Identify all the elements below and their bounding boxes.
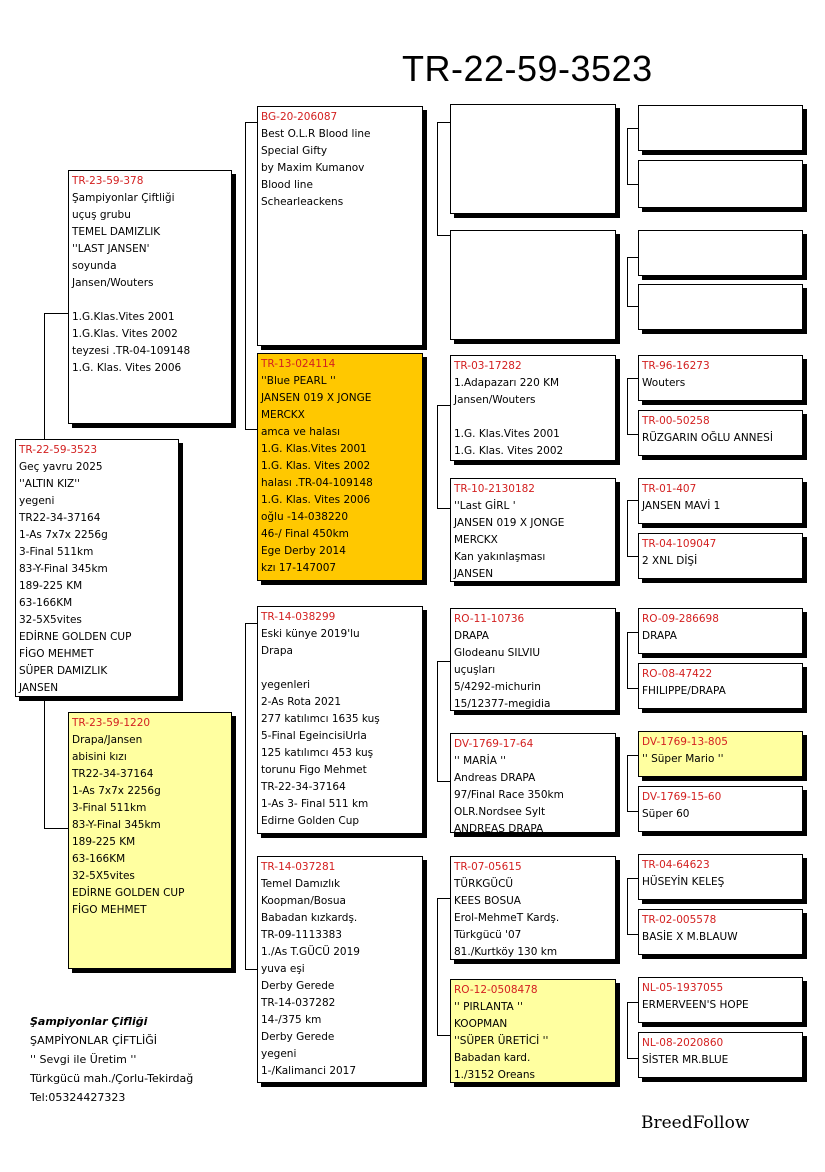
ring-number: TR-00-50258 bbox=[642, 415, 710, 427]
info-line: MERCKX bbox=[261, 409, 305, 421]
info-line: 1-As 3- Final 511 km bbox=[261, 798, 369, 810]
info-line: 3-Final 511km bbox=[72, 802, 147, 814]
info-line: '' PIRLANTA '' bbox=[454, 1001, 523, 1013]
info-line: yegeni bbox=[261, 1048, 297, 1060]
info-line: Blood line bbox=[261, 179, 313, 191]
farm-name-signature: Şampiyonlar Çifliği bbox=[30, 1015, 148, 1028]
info-line: TR-09-1113383 bbox=[261, 929, 342, 941]
ring-number: TR-04-109047 bbox=[642, 538, 717, 550]
info-line: uçuşları bbox=[454, 664, 496, 676]
gen4-card-5 bbox=[638, 355, 803, 401]
info-line: Kan yakınlaşması bbox=[454, 551, 546, 563]
info-line bbox=[72, 292, 228, 309]
ring-number: TR-13-024114 bbox=[261, 358, 336, 370]
info-line bbox=[454, 409, 612, 426]
info-line: FİGO MEHMET bbox=[19, 648, 94, 660]
info-line: oğlu -14-038220 bbox=[261, 511, 349, 523]
info-line: Derby Gerede bbox=[261, 980, 335, 992]
farm-name: ŞAMPİYONLAR ÇİFTLİĞİ bbox=[30, 1034, 158, 1047]
info-line: Ege Derby 2014 bbox=[261, 545, 346, 557]
info-line: 1.G.Klas. Vites 2002 bbox=[72, 328, 178, 340]
dsd-card bbox=[450, 733, 616, 833]
info-line: 1.G.Klas.Vites 2001 bbox=[72, 311, 175, 323]
info-line: 189-225 KM bbox=[19, 580, 83, 592]
ring-number: RO-12-0508478 bbox=[454, 984, 538, 996]
dds-card bbox=[450, 856, 616, 960]
info-line: 1-As 7x7x 2256g bbox=[72, 785, 161, 797]
info-line: Jansen/Wouters bbox=[72, 277, 154, 289]
info-line: '' Süper Mario '' bbox=[642, 753, 724, 765]
info-line: DRAPA bbox=[454, 630, 489, 642]
ring-number: TR-14-038299 bbox=[261, 611, 336, 623]
page-title: TR-22-59-3523 bbox=[402, 48, 653, 89]
info-line: MERCKX bbox=[454, 534, 498, 546]
info-line: 83-Y-Final 345km bbox=[72, 819, 161, 831]
info-line: 5/4292-michurin bbox=[454, 681, 541, 693]
farm-phone: Tel:05324427323 bbox=[30, 1091, 126, 1104]
ring-number: NL-08-2020860 bbox=[642, 1037, 724, 1049]
info-line: Special Gifty bbox=[261, 145, 328, 157]
ssd-card bbox=[450, 230, 616, 340]
info-line: 81./Kurtköy 130 km bbox=[454, 946, 558, 958]
info-line: ''ALTIN KIZ'' bbox=[19, 478, 81, 490]
gen4-card-2 bbox=[638, 160, 803, 208]
sire-card bbox=[68, 170, 232, 424]
info-line: 5-Final EgeincisiUrla bbox=[261, 730, 367, 742]
info-line: 3-Final 511km bbox=[19, 546, 94, 558]
ring-number: TR-10-2130182 bbox=[454, 483, 535, 495]
info-line: 46-/ Final 450km bbox=[261, 528, 349, 540]
gen4-card-15 bbox=[638, 977, 803, 1023]
info-line: Derby Gerede bbox=[261, 1031, 335, 1043]
info-line: Koopman/Bosua bbox=[261, 895, 346, 907]
info-line: 2 XNL DİŞİ bbox=[642, 555, 698, 567]
info-line: by Maxim Kumanov bbox=[261, 162, 365, 174]
info-line: JANSEN 019 X JONGE bbox=[454, 517, 565, 529]
dss-card bbox=[450, 608, 616, 711]
farm-address: Türkgücü mah./Çorlu-Tekirdağ bbox=[30, 1072, 194, 1085]
info-line: Best O.L.R Blood line bbox=[261, 128, 371, 140]
info-line: 63-166KM bbox=[72, 853, 126, 865]
info-line: 1.G. Klas. Vites 2002 bbox=[261, 460, 371, 472]
info-line: kzı 17-147007 bbox=[261, 562, 337, 574]
ring-number: TR-23-59-378 bbox=[72, 175, 144, 187]
ring-number: TR-14-037281 bbox=[261, 861, 336, 873]
dam-dam-card bbox=[257, 856, 423, 1083]
info-line: 1.G. Klas. Vites 2002 bbox=[454, 445, 564, 457]
ring-number: TR-03-17282 bbox=[454, 360, 522, 372]
info-line: ''Last GİRL ' bbox=[454, 500, 516, 512]
info-line: 97/Final Race 350km bbox=[454, 789, 564, 801]
info-line: Drapa/Jansen bbox=[72, 734, 143, 746]
ring-number: TR-07-05615 bbox=[454, 861, 522, 873]
info-line: ANDREAS DRAPA bbox=[454, 823, 544, 833]
info-line: 2-As Rota 2021 bbox=[261, 696, 342, 708]
info-line: Geç yavru 2025 bbox=[19, 461, 103, 473]
farm-slogan: '' Sevgi ile Üretim '' bbox=[30, 1053, 137, 1066]
info-line: TEMEL DAMIZLIK bbox=[72, 226, 161, 238]
info-line: RÜZGARIN OĞLU ANNESİ bbox=[642, 432, 773, 444]
info-line: JANSEN MAVİ 1 bbox=[642, 500, 721, 512]
info-line: Wouters bbox=[642, 377, 686, 389]
farm-info bbox=[30, 1012, 193, 1107]
ring-number: TR-23-59-1220 bbox=[72, 717, 151, 729]
info-line: JANSEN bbox=[19, 682, 59, 694]
info-line: 32-5X5vites bbox=[19, 614, 82, 626]
info-line: 1.G. Klas. Vites 2006 bbox=[261, 494, 371, 506]
info-line: soyunda bbox=[72, 260, 117, 272]
gen4-card-14 bbox=[638, 909, 803, 955]
ring-number: BG-20-206087 bbox=[261, 111, 338, 123]
info-line: TR22-34-37164 bbox=[72, 768, 154, 780]
sire-dam-card bbox=[257, 353, 423, 581]
info-line: 1./As T.GÜCÜ 2019 bbox=[261, 946, 360, 958]
ring-number: RO-11-10736 bbox=[454, 613, 525, 625]
info-line: FHILIPPE/DRAPA bbox=[642, 685, 726, 697]
info-line: SÜPER DAMIZLIK bbox=[19, 665, 108, 677]
info-line: 14-/375 km bbox=[261, 1014, 322, 1026]
info-line: KOOPMAN bbox=[454, 1018, 508, 1030]
gen4-card-6 bbox=[638, 410, 803, 456]
gen4-card-1 bbox=[638, 105, 803, 151]
info-line: Şampiyonlar Çiftliği bbox=[72, 192, 175, 204]
info-line: DRAPA bbox=[642, 630, 677, 642]
ring-number: TR-96-16273 bbox=[642, 360, 710, 372]
info-line: ''LAST JANSEN' bbox=[72, 243, 150, 255]
sss-card bbox=[450, 104, 616, 214]
info-line: halası .TR-04-109148 bbox=[261, 477, 373, 489]
sds-card bbox=[450, 355, 616, 461]
info-line: ERMERVEEN'S HOPE bbox=[642, 999, 749, 1011]
info-line: ''SÜPER ÜRETİCİ '' bbox=[454, 1035, 549, 1047]
sire-sire-card bbox=[257, 106, 423, 346]
sdd-card bbox=[450, 478, 616, 582]
info-line: 277 katılımcı 1635 kuş bbox=[261, 713, 380, 725]
info-line: 1./3152 Oreans bbox=[454, 1069, 535, 1081]
info-line: TR-14-037282 bbox=[261, 997, 336, 1009]
info-line: 1-As 7x7x 2256g bbox=[19, 529, 108, 541]
info-line: teyzesi .TR-04-109148 bbox=[72, 345, 191, 357]
info-line: 15/12377-megidia bbox=[454, 698, 551, 710]
info-line: 189-225 KM bbox=[72, 836, 136, 848]
gen4-card-4 bbox=[638, 284, 803, 330]
info-line: Eski künye 2019'lu bbox=[261, 628, 360, 640]
gen4-card-13 bbox=[638, 854, 803, 900]
info-line: Glodeanu SILVIU bbox=[454, 647, 541, 659]
info-line: Babadan kard. bbox=[454, 1052, 531, 1064]
ring-number: DV-1769-17-64 bbox=[454, 738, 534, 750]
info-line: amca ve halası bbox=[261, 426, 341, 438]
ring-number: TR-22-59-3523 bbox=[19, 444, 98, 456]
info-line: Türkgücü '07 bbox=[454, 929, 522, 941]
ring-number: DV-1769-15-60 bbox=[642, 791, 722, 803]
info-line: 1-/Kalimanci 2017 bbox=[261, 1065, 357, 1077]
ring-number: RO-09-286698 bbox=[642, 613, 719, 625]
ring-number: NL-05-1937055 bbox=[642, 982, 724, 994]
info-line: EDİRNE GOLDEN CUP bbox=[72, 887, 185, 899]
gen4-card-16 bbox=[638, 1032, 803, 1078]
subject-card bbox=[15, 439, 179, 697]
info-line: 63-166KM bbox=[19, 597, 73, 609]
info-line: Babadan kızkardş. bbox=[261, 912, 358, 924]
info-line: 32-5X5vites bbox=[72, 870, 135, 882]
info-line: '' MARİA '' bbox=[454, 755, 507, 767]
gen4-card-3 bbox=[638, 230, 803, 276]
info-line: 83-Y-Final 345km bbox=[19, 563, 108, 575]
info-line: ''Blue PEARL '' bbox=[261, 375, 336, 387]
info-line: yegeni bbox=[19, 495, 55, 507]
info-line: TÜRKGÜCÜ bbox=[454, 878, 514, 890]
info-line: yegenleri bbox=[261, 679, 311, 691]
ring-number: TR-01-407 bbox=[642, 483, 697, 495]
info-line: EDİRNE GOLDEN CUP bbox=[19, 631, 132, 643]
info-line: Süper 60 bbox=[642, 808, 690, 820]
info-line bbox=[261, 660, 419, 677]
info-line: Edirne Golden Cup bbox=[261, 815, 360, 827]
info-line: Drapa bbox=[261, 645, 293, 657]
info-line: yuva eşi bbox=[261, 963, 305, 975]
info-line: JANSEN bbox=[454, 568, 494, 580]
info-line: TR-22-34-37164 bbox=[261, 781, 346, 793]
gen4-card-8 bbox=[638, 533, 803, 579]
ring-number: DV-1769-13-805 bbox=[642, 736, 728, 748]
brand-logo-text: BreedFollow bbox=[641, 1113, 750, 1133]
info-line: JANSEN 019 X JONGE bbox=[261, 392, 372, 404]
ring-number: RO-08-47422 bbox=[642, 668, 713, 680]
info-line: Andreas DRAPA bbox=[454, 772, 536, 784]
ring-number: TR-04-64623 bbox=[642, 859, 710, 871]
gen4-card-12 bbox=[638, 786, 803, 832]
info-line: uçuş grubu bbox=[72, 209, 131, 221]
info-line: 1.G. Klas. Vites 2006 bbox=[72, 362, 182, 374]
info-line: torunu Figo Mehmet bbox=[261, 764, 367, 776]
info-line: Erol-MehmeT Kardş. bbox=[454, 912, 560, 924]
info-line: 1.G. Klas.Vites 2001 bbox=[454, 428, 560, 440]
info-line: Temel Damızlık bbox=[261, 878, 341, 890]
info-line: BASİE X M.BLAUW bbox=[642, 931, 738, 943]
info-line: 1.Adapazarı 220 KM bbox=[454, 377, 560, 389]
info-line: KEES BOSUA bbox=[454, 895, 521, 907]
info-line: TR22-34-37164 bbox=[19, 512, 101, 524]
gen4-card-11 bbox=[638, 731, 803, 777]
info-line: 125 katılımcı 453 kuş bbox=[261, 747, 374, 759]
ddd-card bbox=[450, 979, 616, 1083]
gen4-card-9 bbox=[638, 608, 803, 654]
info-line: Jansen/Wouters bbox=[454, 394, 536, 406]
ring-number: TR-02-005578 bbox=[642, 914, 717, 926]
dam-sire-card bbox=[257, 606, 423, 834]
info-line: FİGO MEHMET bbox=[72, 904, 147, 916]
gen4-card-10 bbox=[638, 663, 803, 709]
gen4-card-7 bbox=[638, 478, 803, 524]
info-line: SİSTER MR.BLUE bbox=[642, 1054, 729, 1066]
info-line: 1.G. Klas.Vites 2001 bbox=[261, 443, 367, 455]
info-line: Schearleackens bbox=[261, 196, 344, 208]
info-line: HÜSEYİN KELEŞ bbox=[642, 876, 725, 888]
info-line: abisini kızı bbox=[72, 751, 127, 763]
info-line: OLR.Nordsee Sylt bbox=[454, 806, 546, 818]
dam-card bbox=[68, 712, 232, 969]
